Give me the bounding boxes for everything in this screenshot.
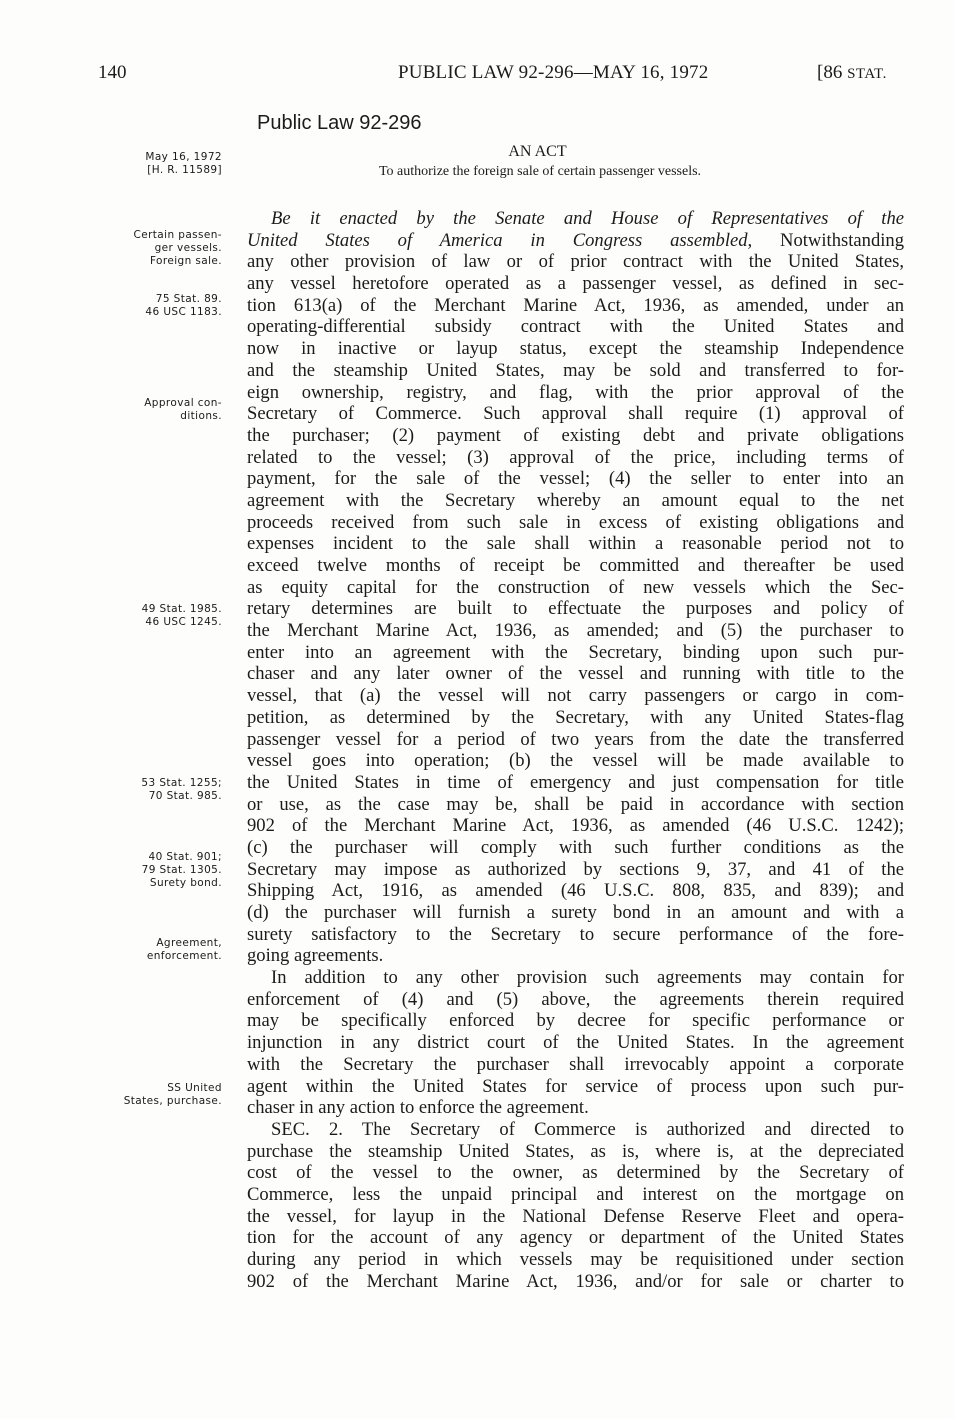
body-line: as equity capital for the construction of new vessels which the Sec-	[247, 576, 904, 598]
page-number: 140	[98, 62, 127, 83]
body-line: agreement with the Secretary whereby an amount equal to the net	[247, 489, 904, 511]
body-line: chaser and any later owner of the vessel and running with title to the	[247, 663, 904, 685]
body-line: Secretary of Commerce. Such approval shall require (1) approval of	[247, 403, 904, 425]
margin-note-foreign-sale: Certain passen- ger vessels. Foreign sale.	[133, 229, 222, 267]
body-line: petition, as determined by the Secretary, with any United States-flag	[247, 706, 904, 728]
body-line: passenger vessel for a period of two years from the date the transferred	[247, 728, 904, 750]
margin-note-citation: 75 Stat. 89. 46 USC 1183.	[145, 293, 222, 318]
act-heading: AN ACT	[508, 143, 567, 160]
body-line: enter into an agreement with the Secretary, binding upon such pur-	[247, 641, 904, 663]
body-line: any vessel heretofore operated as a passenger vessel, as defined in sec-	[247, 273, 904, 295]
body-line: retary determines are built to effectuate the purposes and policy of	[247, 598, 904, 620]
body-line: now in inactive or layup status, except the steamship Independence	[247, 338, 904, 360]
body-line: Secretary may impose as authorized by sections 9, 37, and 41 of the	[247, 858, 904, 880]
statute-volume	[817, 62, 887, 84]
margin-note-approval: Approval con- ditions.	[144, 397, 222, 422]
body-line: surety satisfactory to the Secretary to secure performance of the fore-	[247, 923, 904, 945]
body-line: payment, for the sale of the vessel; (4) the seller to enter into an	[247, 468, 904, 490]
body-line: eign ownership, registry, and flag, with the prior approval of the	[247, 381, 904, 403]
body-line: United States of America in Congress assembled, Notwithstanding	[247, 229, 904, 251]
body-line: vessel, that (a) the vessel will not carry passengers or cargo in com-	[247, 685, 904, 707]
body-line: chaser in any action to enforce the agreement.	[247, 1097, 589, 1119]
body-line: the United States in time of emergency and just compensation for title	[247, 771, 904, 793]
body-line: agent within the United States for service of process upon such pur-	[247, 1075, 904, 1097]
body-line: expenses incident to the sale shall within a reasonable period not to	[247, 533, 904, 555]
body-line: or use, as the case may be, shall be paid in accordance with section	[247, 793, 904, 815]
body-line: cost of the vessel to the owner, as determined by the Secretary of	[247, 1162, 904, 1184]
body-line: exceed twelve months of receipt be committed and thereafter be used	[247, 555, 904, 576]
running-header	[0, 62, 955, 88]
body-line: the Merchant Marine Act, 1936, as amended; and (5) the purchaser to	[247, 620, 904, 642]
body-line: 902 of the Merchant Marine Act, 1936, and/or for sale or charter to	[247, 1270, 904, 1292]
margin-note-date: May 16, 1972 [H. R. 11589]	[145, 151, 222, 176]
body-line: operating-differential subsidy contract with the United States and	[247, 316, 904, 338]
body-line: with the Secretary the purchaser shall irrevocably appoint a corporate	[247, 1053, 904, 1075]
body-line: Shipping Act, 1916, as amended (46 U.S.C. 808, 835, and 839); and	[247, 880, 904, 902]
act-purpose: To authorize the foreign sale of certain passenger vessels.	[378, 164, 702, 179]
body-line: the vessel, for layup in the National Defense Reserve Fleet and opera-	[247, 1205, 904, 1227]
body-line: any other provision of law or of prior contract with the United States,	[247, 251, 904, 273]
margin-note-citation: 53 Stat. 1255; 70 Stat. 985.	[141, 777, 222, 802]
body-line: may be specifically enforced by decree for specific performance or	[247, 1010, 904, 1032]
margin-note-purchase: SS United States, purchase.	[123, 1082, 222, 1107]
body-line: tion for the account of any agency or department of the United States	[247, 1227, 904, 1249]
running-title: PUBLIC LAW 92-296—MAY 16, 1972	[398, 62, 709, 83]
body-line: Commerce, less the unpaid principal and interest on the mortgage on	[247, 1183, 904, 1205]
body-line: Be it enacted by the Senate and House of Representatives of the	[271, 208, 904, 229]
body-line: tion 613(a) of the Merchant Marine Act, 1936, as amended, under an	[247, 294, 904, 316]
body-line: enforcement of (4) and (5) above, the agreements therein required	[247, 988, 904, 1010]
body-line: injunction in any district court of the United States. In the agreement	[247, 1032, 904, 1054]
body-line: vessel goes into operation; (b) the vessel will be made available to	[247, 750, 904, 772]
body-line: and the steamship United States, may be sold and transferred to for-	[247, 359, 904, 381]
section-2-heading-line: SEC. 2. The Secretary of Commerce is authorized and directed to	[271, 1118, 904, 1140]
body-line: related to the vessel; (3) approval of the price, including terms of	[247, 446, 904, 468]
margin-note-enforcement: Agreement, enforcement.	[146, 937, 222, 962]
body-line: In addition to any other provision such agreements may contain for	[271, 967, 904, 989]
stat-word: STAT.	[847, 66, 887, 82]
body-line: proceeds received from such sale in excess of existing obligations and	[247, 511, 904, 533]
body-line: (d) the purchaser will furnish a surety bond in an amount and with a	[247, 902, 904, 923]
body-line: (c) the purchaser will comply with such further conditions as the	[247, 836, 904, 858]
statute-body	[247, 208, 904, 1292]
body-line: during any period in which vessels may be requisitioned under section	[247, 1249, 904, 1270]
body-line: purchase the steamship United States, as is, where is, at the depreciated	[247, 1140, 904, 1162]
margin-note-surety-bond: 40 Stat. 901; 79 Stat. 1305. Surety bond.	[141, 851, 222, 889]
stat-prefix: [86	[817, 62, 848, 83]
body-line: the purchaser; (2) payment of existing debt and private obligations	[247, 424, 904, 446]
margin-note-citation: 49 Stat. 1985. 46 USC 1245.	[141, 603, 222, 628]
body-line: going agreements.	[247, 945, 384, 967]
body-line: 902 of the Merchant Marine Act, 1936, as amended (46 U.S.C. 1242);	[247, 815, 904, 837]
public-law-title: Public Law 92-296	[257, 112, 422, 134]
